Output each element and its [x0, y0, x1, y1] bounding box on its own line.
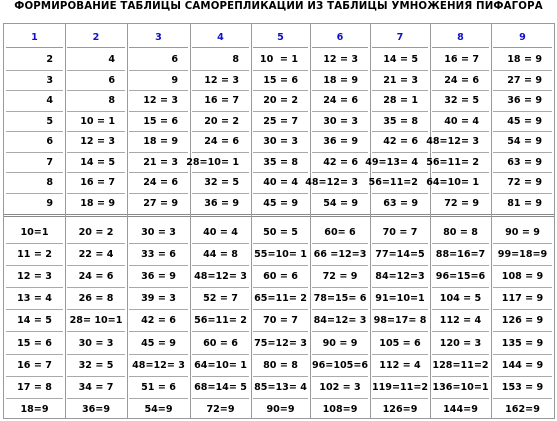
table-cell: 12 = 3	[129, 91, 188, 112]
table-cell: 15 = 6	[129, 112, 188, 133]
table-cell: 6	[67, 71, 125, 92]
table-cell: 108=9	[322, 404, 358, 416]
table-cell: 75=12= 3	[253, 333, 308, 355]
table-cell: 9	[46, 198, 53, 210]
table-cell: 10=1	[6, 222, 63, 244]
table-cell: 16 = 7	[6, 355, 63, 377]
table-cell: 32 = 5	[432, 91, 489, 112]
table-cell: 20 = 2	[253, 91, 308, 112]
column-divider	[190, 24, 191, 418]
table-cell: 91=10=1	[372, 288, 428, 310]
column-divider	[310, 24, 311, 418]
table-cell: 18=9	[20, 404, 49, 416]
table-cell: 80 = 8	[432, 222, 489, 244]
table-cell: 49=13= 4	[372, 153, 428, 174]
table-cell: 90 = 9	[493, 222, 552, 244]
table-cell: 42 = 6	[312, 153, 368, 174]
table-cell: 54 = 9	[323, 198, 358, 210]
table-cell: 27 = 9	[143, 198, 178, 210]
table-cell: 48=12= 3	[312, 173, 368, 194]
table-cell: 24 = 6	[312, 91, 368, 112]
table-cell: 40 = 4	[192, 222, 249, 244]
table-cell: 27 = 9	[493, 71, 552, 92]
table-cell: 64=10= 1	[432, 173, 489, 194]
table-cell: 117 = 9	[493, 288, 552, 310]
table-cell: 21 = 3	[129, 153, 188, 174]
table-cell: 21 = 3	[372, 71, 428, 92]
column-divider	[430, 24, 431, 418]
table-cell: 28= 10=1	[67, 310, 125, 332]
table-cell: 26 = 8	[67, 288, 125, 310]
section-divider	[4, 214, 554, 217]
table-cell: 45 = 9	[493, 112, 552, 133]
table-cell: 51 = 6	[129, 377, 188, 399]
table-cell: 28=10= 1	[192, 153, 249, 174]
table-cell: 30 = 3	[129, 222, 188, 244]
table-cell: 70 = 7	[372, 222, 428, 244]
table-cell: 144 = 9	[493, 355, 552, 377]
table-cell: 72 = 9	[493, 173, 552, 194]
table-cell: 24 = 6	[192, 132, 249, 153]
column-divider	[251, 24, 252, 418]
table-cell: 32 = 5	[67, 355, 125, 377]
table-cell: 36 = 9	[493, 91, 552, 112]
table-cell: 8	[6, 173, 63, 194]
table-cell: 18 = 9	[312, 71, 368, 92]
table-cell: 4	[6, 91, 63, 112]
table-cell: 60 = 6	[253, 266, 308, 288]
table-cell: 45 = 9	[129, 333, 188, 355]
table-cell: 12 = 3	[192, 71, 249, 92]
table-cell: 96=15=6	[432, 266, 489, 288]
table-cell: 40 = 4	[253, 173, 308, 194]
table-cell: 6	[6, 132, 63, 153]
table-cell: 98=17= 8	[372, 310, 428, 332]
table-cell: 11 = 2	[6, 244, 63, 266]
column-header-2: 2	[67, 27, 125, 48]
table-cell: 126 = 9	[493, 310, 552, 332]
table-cell: 20 = 2	[67, 222, 125, 244]
table-cell: 108 = 9	[493, 266, 552, 288]
table-cell: 42 = 6	[372, 132, 428, 153]
table-cell: 14 = 5	[6, 310, 63, 332]
table-cell: 18 = 9	[80, 198, 115, 210]
table-cell: 60= 6	[312, 222, 368, 244]
table-cell: 24 = 6	[129, 173, 188, 194]
table-cell: 135 = 9	[493, 333, 552, 355]
column-header-7: 7	[372, 27, 428, 48]
table-cell: 17 = 8	[6, 377, 63, 399]
table-cell: 54=9	[144, 404, 173, 416]
column-divider	[65, 24, 66, 418]
table-cell: 24 = 6	[432, 71, 489, 92]
table-cell: 22 = 4	[67, 244, 125, 266]
table-cell: 32 = 5	[192, 173, 249, 194]
column-header-5: 5	[253, 27, 308, 48]
page-title: ФОРМИРОВАНИЕ ТАБЛИЦЫ САМОРЕПЛИКАЦИИ ИЗ ТАБЛИЦЫ УМНОЖЕНИЯ ПИФАГОРА	[14, 1, 543, 12]
table-cell: 112 = 4	[432, 310, 489, 332]
table-cell: 55=10= 1	[253, 244, 308, 266]
column-header-6: 6	[312, 27, 368, 48]
table-cell: 84=12= 3	[312, 310, 368, 332]
table-cell: 80 = 8	[253, 355, 308, 377]
table-cell: 16 = 7	[192, 91, 249, 112]
table-cell: 45 = 9	[263, 198, 298, 210]
table-cell: 72 = 9	[312, 266, 368, 288]
table-cell: 28 = 1	[372, 91, 428, 112]
table-cell: 30 = 3	[312, 112, 368, 133]
table-cell: 18 = 9	[493, 50, 552, 71]
table-cell: 56=11=2	[372, 173, 428, 194]
table-cell: 99=18=9	[493, 244, 552, 266]
table-cell: 33 = 6	[129, 244, 188, 266]
table-cell: 48=12= 3	[192, 266, 249, 288]
table-cell: 56=11= 2	[192, 310, 249, 332]
pythagoras-table	[3, 23, 555, 419]
column-header-3: 3	[129, 27, 188, 48]
table-cell: 42 = 6	[129, 310, 188, 332]
table-cell: 88=16=7	[432, 244, 489, 266]
table-cell: 78=15= 6	[312, 288, 368, 310]
table-cell: 14 = 5	[67, 153, 125, 174]
table-cell: 35 = 8	[253, 153, 308, 174]
table-cell: 36 = 9	[312, 132, 368, 153]
table-cell: 2	[6, 50, 63, 71]
table-cell: 70 = 7	[253, 310, 308, 332]
table-cell: 63 = 9	[493, 153, 552, 174]
table-cell: 128=11=2	[432, 355, 489, 377]
table-cell: 36 = 9	[204, 198, 239, 210]
column-header-1: 1	[6, 27, 63, 48]
table-cell: 66 =12=3	[312, 244, 368, 266]
table-cell: 34 = 7	[67, 377, 125, 399]
table-cell: 25 = 7	[253, 112, 308, 133]
column-divider	[127, 24, 128, 418]
table-cell: 20 = 2	[192, 112, 249, 133]
table-cell: 144=9	[443, 404, 478, 416]
table-cell: 65=11= 2	[253, 288, 308, 310]
table-cell: 84=12=3	[372, 266, 428, 288]
table-cell: 8	[67, 91, 125, 112]
column-divider	[491, 24, 492, 418]
table-cell: 30 = 3	[253, 132, 308, 153]
table-cell: 44 = 8	[192, 244, 249, 266]
table-cell: 15 = 6	[6, 333, 63, 355]
table-cell: 90=9	[266, 404, 295, 416]
table-cell: 90 = 9	[312, 333, 368, 355]
table-cell: 102 = 3	[312, 377, 368, 399]
table-cell: 40 = 4	[432, 112, 489, 133]
table-cell: 36 = 9	[129, 266, 188, 288]
table-cell: 5	[6, 112, 63, 133]
table-cell: 136=10=1	[432, 377, 489, 399]
table-cell: 52 = 7	[192, 288, 249, 310]
table-cell: 153 = 9	[493, 377, 552, 399]
table-cell: 56=11= 2	[432, 153, 489, 174]
table-cell: 126=9	[382, 404, 418, 416]
table-cell: 16 = 7	[67, 173, 125, 194]
table-cell: 54 = 9	[493, 132, 552, 153]
table-cell: 64=10= 1	[192, 355, 249, 377]
table-cell: 72 = 9	[444, 198, 479, 210]
table-cell: 10 = 1	[253, 50, 308, 71]
table-cell: 85=13= 4	[253, 377, 308, 399]
table-cell: 68=14= 5	[192, 377, 249, 399]
table-cell: 112 = 4	[372, 355, 428, 377]
table-cell: 10 = 1	[67, 112, 125, 133]
table-cell: 12 = 3	[312, 50, 368, 71]
table-cell: 50 = 5	[253, 222, 308, 244]
table-cell: 4	[67, 50, 125, 71]
table-cell: 120 = 3	[432, 333, 489, 355]
table-cell: 96=105=6	[312, 355, 368, 377]
table-cell: 81 = 9	[507, 198, 542, 210]
table-cell: 3	[6, 71, 63, 92]
table-cell: 48=12= 3	[129, 355, 188, 377]
table-cell: 162=9	[505, 404, 540, 416]
table-cell: 63 = 9	[383, 198, 418, 210]
column-header-4: 4	[192, 27, 249, 48]
table-cell: 15 = 6	[253, 71, 308, 92]
table-cell: 12 = 3	[6, 266, 63, 288]
table-cell: 8	[192, 50, 249, 71]
table-cell: 35 = 8	[372, 112, 428, 133]
column-header-8: 8	[432, 27, 489, 48]
table-cell: 7	[6, 153, 63, 174]
table-cell: 119=11=2	[372, 377, 428, 399]
table-cell: 36=9	[81, 404, 111, 416]
table-cell: 12 = 3	[67, 132, 125, 153]
table-cell: 48=12= 3	[432, 132, 489, 153]
table-cell: 6	[129, 50, 188, 71]
table-cell: 14 = 5	[372, 50, 428, 71]
table-cell: 13 = 4	[6, 288, 63, 310]
table-cell: 72=9	[206, 404, 235, 416]
table-cell: 30 = 3	[67, 333, 125, 355]
table-cell: 77=14=5	[372, 244, 428, 266]
table-cell: 18 = 9	[129, 132, 188, 153]
column-header-9: 9	[493, 27, 552, 48]
table-cell: 60 = 6	[192, 333, 249, 355]
table-cell: 105 = 6	[372, 333, 428, 355]
table-cell: 104 = 5	[432, 288, 489, 310]
table-cell: 9	[129, 71, 188, 92]
table-cell: 39 = 3	[129, 288, 188, 310]
column-divider	[370, 24, 371, 418]
table-cell: 16 = 7	[432, 50, 489, 71]
table-cell: 24 = 6	[67, 266, 125, 288]
